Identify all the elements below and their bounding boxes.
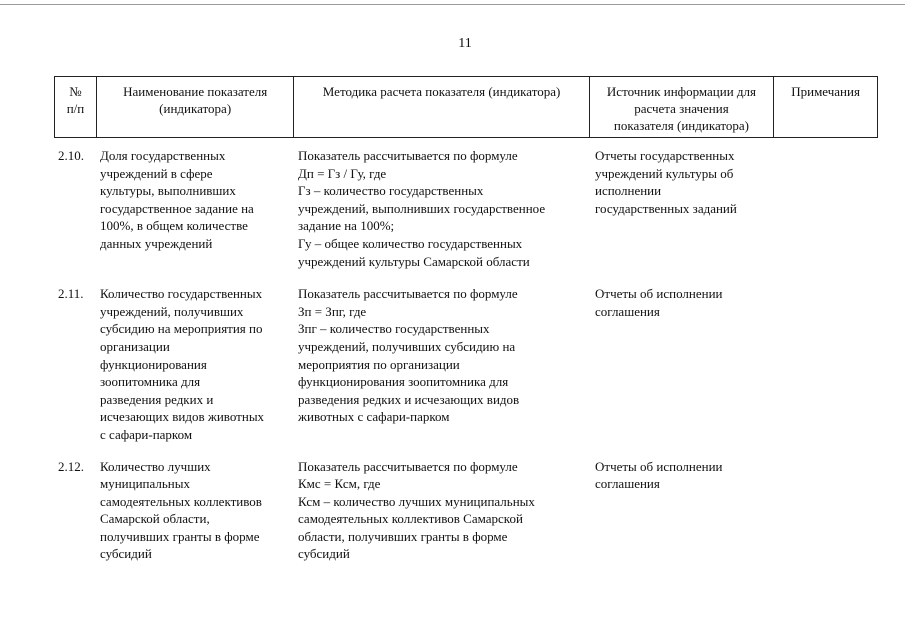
text-line: Зп = Зпг, где: [298, 303, 367, 319]
text-line: самодеятельных коллективов Самарской: [298, 511, 523, 527]
text-line: Показатель рассчитывается по формуле: [298, 286, 518, 302]
text-line: государственное задание на: [100, 200, 254, 216]
text-line: Зпг – количество государственных: [298, 321, 490, 337]
row-number: 2.10.: [58, 148, 84, 163]
text-line: данных учреждений: [100, 235, 213, 251]
text-line: задание на 100%;: [298, 218, 395, 234]
row-indicator-name: [96, 147, 294, 270]
text-line: Отчеты об исполнении: [595, 458, 723, 474]
text-line: зоопитомника для: [100, 374, 201, 390]
text-line: учреждений, получивших: [100, 303, 244, 319]
header-source: [590, 77, 775, 137]
row-indicator-name: [96, 458, 294, 564]
text-line: Доля государственных: [100, 148, 226, 163]
header-num: [55, 77, 97, 137]
text-line: области, получивших гранты в форме: [298, 528, 508, 544]
text-line: Источник информации для: [606, 84, 757, 99]
text-line: соглашения: [595, 303, 660, 319]
text-line: исполнении: [595, 183, 662, 199]
text-line: культуры, выполнивших: [100, 183, 236, 199]
row-calculation-method: [294, 458, 590, 564]
text-line: (индикатора): [159, 101, 232, 116]
text-line: Гу – общее количество государственных: [298, 235, 523, 251]
row-calculation-method: [294, 147, 590, 270]
indicator-table: [54, 76, 878, 563]
table-row: [54, 147, 878, 270]
text-line: организации: [100, 338, 170, 354]
text-line: расчета значения: [634, 101, 729, 116]
row-number: 2.12.: [58, 458, 84, 474]
text-line: Показатель рассчитывается по формуле: [298, 458, 518, 474]
text-line: самодеятельных коллективов: [100, 493, 262, 509]
text-line: разведения редких и исчезающих видов: [298, 391, 520, 407]
text-line: исчезающих видов животных: [100, 409, 265, 425]
text-line: с сафари-парком: [100, 426, 193, 442]
text-line: учреждений, получивших субсидию на: [298, 338, 516, 354]
text-line: получивших гранты в форме: [100, 528, 260, 544]
text-line: государственных заданий: [595, 200, 737, 216]
text-line: 100%, в общем количестве: [100, 218, 248, 234]
row-information-source: [590, 285, 775, 443]
text-line: Количество лучших: [100, 458, 211, 474]
text-line: субсидий: [298, 546, 350, 562]
text-line: Примечания: [791, 84, 860, 99]
text-line: Кмс = Ксм, где: [298, 476, 381, 492]
text-line: субсидию на мероприятия по: [100, 321, 263, 337]
text-line: п/п: [66, 101, 85, 116]
text-line: Дп = Гз / Гу, где: [298, 165, 387, 181]
row-information-source: [590, 147, 775, 270]
text-line: учреждений, выполнивших государственное: [298, 200, 546, 216]
table-row: [54, 458, 878, 564]
text-line: функционирования зоопитомника для: [298, 374, 509, 390]
text-line: Наименование показателя: [123, 84, 268, 99]
text-line: Гз – количество государственных: [298, 183, 484, 199]
row-calculation-method: [294, 285, 590, 443]
top-border-line: [0, 4, 905, 5]
header-method: [294, 77, 589, 137]
header-name: [97, 77, 295, 137]
text-line: Количество государственных: [100, 286, 263, 302]
text-line: показателя (индикатора): [613, 118, 749, 133]
text-line: №: [69, 84, 82, 99]
text-line: муниципальных: [100, 476, 191, 492]
text-line: Ксм – количество лучших муниципальных: [298, 493, 535, 509]
text-line: учреждений культуры об: [595, 165, 734, 181]
text-line: учреждений в сфере: [100, 165, 213, 181]
text-line: Показатель рассчитывается по формуле: [298, 148, 518, 163]
text-line: Методика расчета показателя (индикатора): [322, 84, 561, 99]
text-line: Отчеты государственных: [595, 148, 735, 163]
text-line: животных с сафари-парком: [298, 409, 450, 425]
row-notes: [775, 458, 878, 564]
text-line: субсидий: [100, 546, 152, 562]
page-number: 11: [458, 36, 472, 51]
row-notes: [775, 147, 878, 270]
row-information-source: [590, 458, 775, 564]
text-line: функционирования: [100, 356, 207, 372]
header-notes: [774, 77, 877, 137]
text-line: Самарской области,: [100, 511, 210, 527]
table-row: [54, 285, 878, 443]
text-line: Отчеты об исполнении: [595, 286, 723, 302]
text-line: учреждений культуры Самарской области: [298, 253, 530, 269]
text-line: разведения редких и: [100, 391, 214, 407]
table-header-row: [54, 76, 878, 138]
text-line: соглашения: [595, 476, 660, 492]
row-number: 2.11.: [58, 286, 84, 302]
text-line: мероприятия по организации: [298, 356, 460, 372]
row-indicator-name: [96, 285, 294, 443]
row-notes: [775, 285, 878, 443]
